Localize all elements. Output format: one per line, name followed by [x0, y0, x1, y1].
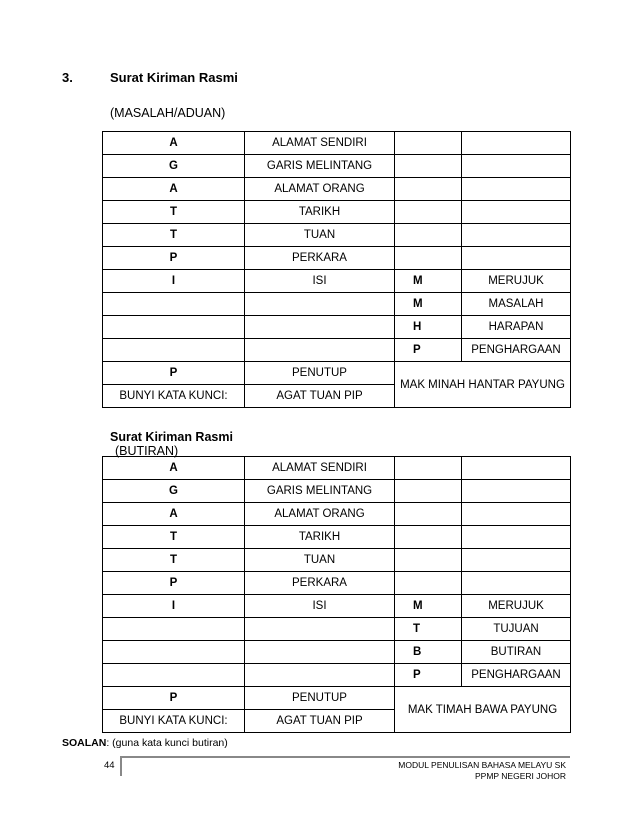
row-meaning: ALAMAT SENDIRI [245, 457, 395, 480]
isi-meaning: MERUJUK [462, 595, 571, 618]
isi-letter: M [395, 293, 462, 316]
table-row [103, 664, 571, 687]
table-row [103, 549, 571, 572]
isi-letter: M [395, 270, 462, 293]
row-letter: P [103, 687, 245, 710]
row-letter: I [103, 595, 245, 618]
isi-meaning: TUJUAN [462, 618, 571, 641]
row-letter: A [103, 457, 245, 480]
table-row [103, 457, 571, 480]
kunci-label: BUNYI KATA KUNCI: [103, 710, 245, 733]
row-meaning: PERKARA [245, 247, 395, 270]
isi-letter: P [395, 664, 462, 687]
mak-mnemonic: MAK MINAH HANTAR PAYUNG [395, 362, 571, 408]
table-row [103, 362, 571, 385]
row-meaning: GARIS MELINTANG [245, 480, 395, 503]
soalan-label: SOALAN [62, 737, 107, 749]
footer-text [398, 760, 566, 782]
row-letter: G [103, 155, 245, 178]
row-letter: P [103, 362, 245, 385]
table-row [103, 572, 571, 595]
kunci-value: AGAT TUAN PIP [245, 710, 395, 733]
table-row [103, 132, 571, 155]
soalan-instruction [62, 737, 228, 749]
isi-letter: M [395, 595, 462, 618]
isi-meaning: BUTIRAN [462, 641, 571, 664]
table-row [103, 480, 571, 503]
table-row [103, 641, 571, 664]
subtitle-butiran: (BUTIRAN) [115, 444, 179, 458]
isi-meaning: PENGHARGAAN [462, 339, 571, 362]
row-letter: A [103, 132, 245, 155]
footer-divider [120, 756, 570, 758]
table-row [103, 526, 571, 549]
row-letter: P [103, 572, 245, 595]
table-row [103, 618, 571, 641]
footer-line2: PPMP NEGERI JOHOR [475, 771, 566, 781]
row-letter: T [103, 526, 245, 549]
section2-title: Surat Kiriman Rasmi [110, 430, 233, 444]
page-number: 44 [104, 760, 115, 771]
mak-mnemonic: MAK TIMAH BAWA PAYUNG [395, 687, 571, 733]
isi-letter: T [395, 618, 462, 641]
row-meaning: TUAN [245, 549, 395, 572]
footer-vertical-bar [120, 756, 122, 776]
soalan-text: : (guna kata kunci butiran) [106, 737, 228, 749]
row-meaning: TUAN [245, 224, 395, 247]
row-meaning: ALAMAT ORANG [245, 178, 395, 201]
row-letter: I [103, 270, 245, 293]
row-meaning: GARIS MELINTANG [245, 155, 395, 178]
isi-letter: P [395, 339, 462, 362]
row-meaning: ISI [245, 270, 395, 293]
row-letter: T [103, 201, 245, 224]
table-row [103, 339, 571, 362]
isi-meaning: MERUJUK [462, 270, 571, 293]
row-meaning: ISI [245, 595, 395, 618]
row-meaning: PERKARA [245, 572, 395, 595]
isi-letter: B [395, 641, 462, 664]
row-letter: T [103, 549, 245, 572]
table-row [103, 687, 571, 710]
table-masalah-aduan [102, 131, 571, 408]
kunci-value: AGAT TUAN PIP [245, 385, 395, 408]
table-row [103, 224, 571, 247]
isi-letter: H [395, 316, 462, 339]
table-row [103, 595, 571, 618]
isi-meaning: HARAPAN [462, 316, 571, 339]
section-number: 3. [62, 70, 73, 85]
kunci-label: BUNYI KATA KUNCI: [103, 385, 245, 408]
section-heading [62, 70, 238, 85]
footer-line1: MODUL PENULISAN BAHASA MELAYU SK [398, 760, 566, 770]
row-meaning: PENUTUP [245, 362, 395, 385]
row-meaning: ALAMAT SENDIRI [245, 132, 395, 155]
row-meaning: ALAMAT ORANG [245, 503, 395, 526]
row-letter: A [103, 503, 245, 526]
table-row [103, 316, 571, 339]
table-row [103, 503, 571, 526]
table-row [103, 201, 571, 224]
row-letter: A [103, 178, 245, 201]
row-letter: P [103, 247, 245, 270]
isi-meaning: MASALAH [462, 293, 571, 316]
row-meaning: TARIKH [245, 201, 395, 224]
table-row [103, 247, 571, 270]
row-letter: T [103, 224, 245, 247]
isi-meaning: PENGHARGAAN [462, 664, 571, 687]
row-meaning: PENUTUP [245, 687, 395, 710]
table-butiran [102, 456, 571, 733]
table-row [103, 178, 571, 201]
table-row [103, 270, 571, 293]
section-title: Surat Kiriman Rasmi [110, 70, 238, 85]
table-row [103, 293, 571, 316]
row-meaning: TARIKH [245, 526, 395, 549]
row-letter: G [103, 480, 245, 503]
table-row [103, 155, 571, 178]
subtitle-masalah: (MASALAH/ADUAN) [110, 106, 226, 120]
